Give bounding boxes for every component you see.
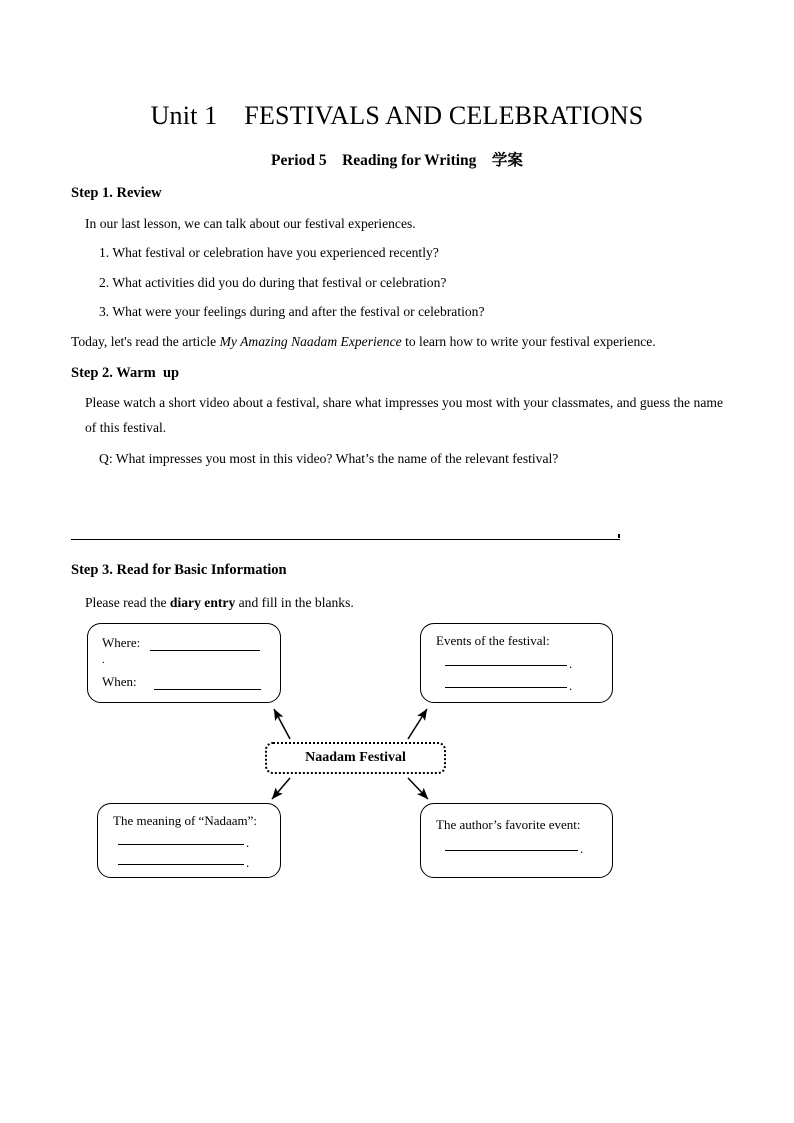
diary-entry-bold: diary entry <box>169 595 236 610</box>
dot-events-2: . <box>569 678 573 693</box>
blank-events-2[interactable] <box>445 687 567 688</box>
heading-step-2: Step 2. Warm up <box>71 364 180 381</box>
arrow-center-to-where <box>274 709 290 739</box>
label-meaning: The meaning of “Nadaam”: <box>113 813 258 828</box>
arrow-center-to-events <box>408 709 427 739</box>
blank-events-1[interactable] <box>445 665 567 666</box>
blank-meaning-1[interactable] <box>118 844 244 845</box>
step-1-intro: In our last lesson, we can talk about our festival experiences. <box>85 215 416 231</box>
step-3-instruction-after: and fill in the blanks. <box>235 595 354 610</box>
dot-favorite-1: . <box>580 841 584 856</box>
step-1-closing-after: to learn how to write your festival experience. <box>401 333 656 349</box>
arrow-center-to-favorite <box>408 778 428 799</box>
page-title: Unit 1 FESTIVALS AND CELEBRATIONS <box>150 101 644 130</box>
blank-favorite-1[interactable] <box>445 850 578 851</box>
step-2-question: Q: What impresses you most in this video? What’s the name of the relevant festival? <box>99 450 559 466</box>
label-where: Where: <box>102 635 141 650</box>
label-events: Events of the festival: <box>436 633 550 648</box>
diagram-box-favorite-event[interactable] <box>420 803 613 878</box>
step-1-question-3: 3. What were your feelings during and after the festival or celebration? <box>99 304 485 320</box>
blank-meaning-2[interactable] <box>118 864 244 865</box>
step-1-question-1: 1. What festival or celebration have you experienced recently? <box>99 245 439 261</box>
diagram-box-events[interactable] <box>420 623 613 703</box>
blank-where[interactable] <box>150 650 260 651</box>
heading-step-1: Step 1. Review <box>71 185 162 201</box>
label-when: When: <box>102 674 137 689</box>
dot-meaning-2: . <box>246 855 250 870</box>
arrow-center-to-meaning <box>272 778 290 799</box>
page-subtitle: Period 5 Reading for Writing 学案 <box>271 152 523 169</box>
separator-dot: . <box>102 654 105 666</box>
step-2-instruction: Please watch a short video about a festival, share what impresses you most with your classmates, and guess the name of this festival. <box>85 395 723 435</box>
diagram-box-meaning[interactable] <box>97 803 281 878</box>
dot-meaning-1: . <box>246 835 250 850</box>
dot-events-1: . <box>569 656 573 671</box>
heading-step-3: Step 3. Read for Basic Information <box>71 562 287 578</box>
blank-when[interactable] <box>154 689 261 690</box>
step-1-question-2: 2. What activities did you do during that festival or celebration? <box>99 274 447 290</box>
diagram-center-node[interactable] <box>265 742 446 774</box>
label-favorite: The author’s favorite event: <box>436 817 581 832</box>
step-1-closing-before: Today, let's read the article <box>71 333 220 349</box>
step-3-instruction-before: Please read the <box>85 595 170 610</box>
center-node-label: Naadam Festival <box>305 750 406 765</box>
diagram-box-where-when[interactable] <box>87 623 281 703</box>
article-title-italic: My Amazing Naadam Experience <box>219 333 402 349</box>
